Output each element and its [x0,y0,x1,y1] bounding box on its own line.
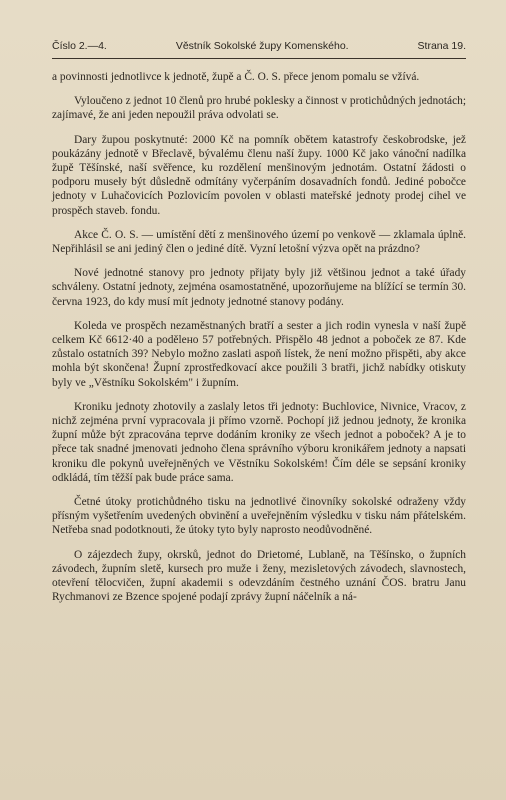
page-number: Strana 19. [417,40,466,52]
paragraph-press-attacks: Četné útoky protichůdného tisku na jednotlivé činovníky sokolské odraženy vždy přísným vyšetřením uvedených obvinění a uveřejněním výsledku v tisku nám přátelském. Netřeba snad podotknouti, že útoky tyto byly naprosto neodůvodněné. [52,496,466,537]
paragraph-donations: Dary župou poskytnuté: 2000 Kč na pomník obětem katastrofy českobrodske, jež poukázány jednotě v Břeclavě, bývalému členu naší župy. 1000 Kč jako vánoční nadílka župě Těšínské, naší svěřence, ku rozdělení menšinovým jednotám. Ostatní žádosti o podporu museły být důsledně odmítány vyčerpáním dosavadních fondů. Jediné pobočce jednoty v Luhačovicích Pozlovicím povolen v oblasti mateřské jednoty prodej cihel ve prospěch staveb. fondu. [52,133,466,217]
paragraph-events: O zájezdech župy, okrsků, jednot do Drietomé, Lublaně, na Těšínsko, o župních závodech, župním sletě, kursech pro muže i ženy, mezisletových závodech, slavnostech, otevření tělocvičen, župní akademii s odevzdáním čestného uznání ČOS. bratru Janu Rychmanovi ze Bzence spojené podají zprávy župní náčelník a ná- [52,548,466,604]
page-header [52,40,466,58]
paragraph-children-action: Akce Č. O. S. — umístění dětí z menšinového území po venkově — zklamala úplně. Nepřihlásil se ani jediný člen o jediné dítě. Vyzní letošní výzva opět na prázdno? [52,228,466,256]
article-body [52,70,466,615]
journal-title: Věstník Sokolské župy Komenského. [175,40,349,52]
paragraph-expulsions: Vyloučeno z jednot 10 členů pro hrubé poklesky a činnost v protichůdných jednotách; zajímavé, že ani jeden nepoužil práva odvolati se. [52,95,466,122]
paragraph-continuation: a povinnosti jednotlivce k jednotě, župě a Č. O. S. přece jenom pomalu se vžívá. [52,71,420,83]
header-divider [52,58,466,59]
paragraph-chronicle: Kroniku jednoty zhotovily a zaslaly letos tři jednoty: Buchlovice, Nivnice, Vracov, z nichž zejména první vypracovala ji přímo vzorně. Pochopí již jednou jednoty, že kronika župní může být zpracována teprve dodáním kroniky ze všech jednot a poboček? A je to přece tak snadné jmenovati jednoho člena správního výboru kronikářem jednoty a napsati kroniku dle pokynů uveřejněných ve Věstníku Sokolském! Čím déle se sepsání kroniky odkládá, tím těžší pak bude práce sama. [52,400,466,484]
paragraph-koleda: Koleda ve prospěch nezaměstnaných bratří a sester a jich rodin vynesla v naší župě celkem Kč 6612·40 a podělено 57 potřebných. Přispělo 48 jednot a poboček ze 87. Kde zůstalo ostatních 39? Nebylo možno zaslati aspoň lístek, že není možno přispěti, aby akce mohla být skončena! Župní zprostředkovací akce použili 3 bratři, jichž nabídky otiskuty byly ve „Věstníku Sokolském" i župním. [52,319,466,389]
paragraph-statutes: Nové jednotné stanovy pro jednoty přijaty byly již většinou jednot a také úřady schváleny. Ostatní jednoty, zejména osamostatněné, upozorňujeme na blížící se termín 30. června 1923, do kdy musí mít jednoty jednotné stanovy podány. [52,267,466,308]
issue-number: Číslo 2.—4. [52,40,107,52]
